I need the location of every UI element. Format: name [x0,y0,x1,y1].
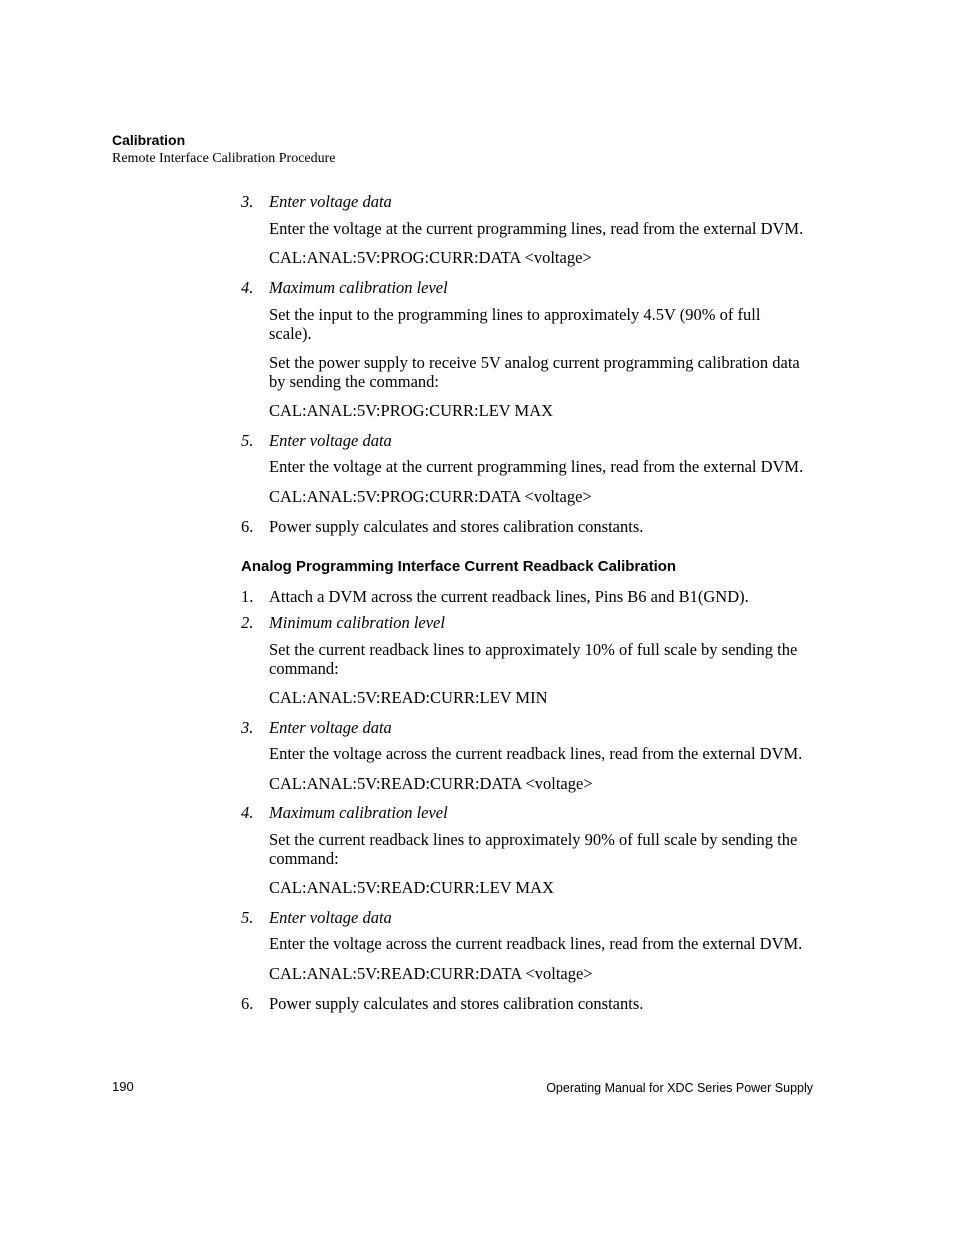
step-heading: Maximum calibration level [269,278,448,297]
command-text: CAL:ANAL:5V:READ:CURR:LEV MAX [269,878,554,897]
step-number: 4. [241,278,254,297]
step-number: 6. [241,517,254,536]
step-heading: Enter voltage data [269,192,392,211]
step-number: 5. [241,908,254,927]
command-text: CAL:ANAL:5V:READ:CURR:LEV MIN [269,688,548,707]
command-text: CAL:ANAL:5V:PROG:CURR:DATA <voltage> [269,248,592,267]
step-number: 6. [241,994,254,1013]
step-heading: Minimum calibration level [269,613,445,632]
command-text: CAL:ANAL:5V:PROG:CURR:LEV MAX [269,401,554,420]
step-number: 2. [241,613,254,632]
step-text: Set the input to the programming lines to approximately 4.5V (90% of full [269,305,761,324]
page-number: 190 [112,1079,134,1094]
step-number: 5. [241,431,254,450]
step-text: scale). [269,324,312,343]
step-text: command: [269,659,339,678]
step-text: Attach a DVM across the current readback lines, Pins B6 and B1(GND). [269,587,749,606]
step-heading: Maximum calibration level [269,803,448,822]
step-text: Power supply calculates and stores calibration constants. [269,517,644,536]
running-header-chapter: Calibration [112,132,186,148]
step-text: Enter the voltage across the current readback lines, read from the external DVM. [269,744,803,763]
step-text: Enter the voltage at the current programming lines, read from the external DVM. [269,457,804,476]
step-heading: Enter voltage data [269,908,392,927]
step-text: command: [269,849,339,868]
step-number: 3. [241,192,254,211]
step-heading: Enter voltage data [269,431,392,450]
command-text: CAL:ANAL:5V:READ:CURR:DATA <voltage> [269,964,593,983]
step-text: Set the current readback lines to approximately 90% of full scale by sending the [269,830,798,849]
step-text: Power supply calculates and stores calibration constants. [269,994,644,1013]
step-number: 1. [241,587,254,606]
step-heading: Enter voltage data [269,718,392,737]
step-number: 4. [241,803,254,822]
running-header-section: Remote Interface Calibration Procedure [112,151,336,166]
footer-document-title: Operating Manual for XDC Series Power Supply [546,1081,813,1095]
step-text: Set the current readback lines to approximately 10% of full scale by sending the [269,640,798,659]
step-text: Enter the voltage at the current programming lines, read from the external DVM. [269,219,804,238]
command-text: CAL:ANAL:5V:READ:CURR:DATA <voltage> [269,774,593,793]
command-text: CAL:ANAL:5V:PROG:CURR:DATA <voltage> [269,487,592,506]
step-text: by sending the command: [269,372,440,391]
step-text: Set the power supply to receive 5V analog current programming calibration data [269,353,800,372]
step-number: 3. [241,718,254,737]
step-text: Enter the voltage across the current readback lines, read from the external DVM. [269,934,803,953]
section-heading: Analog Programming Interface Current Readback Calibration [241,558,677,575]
